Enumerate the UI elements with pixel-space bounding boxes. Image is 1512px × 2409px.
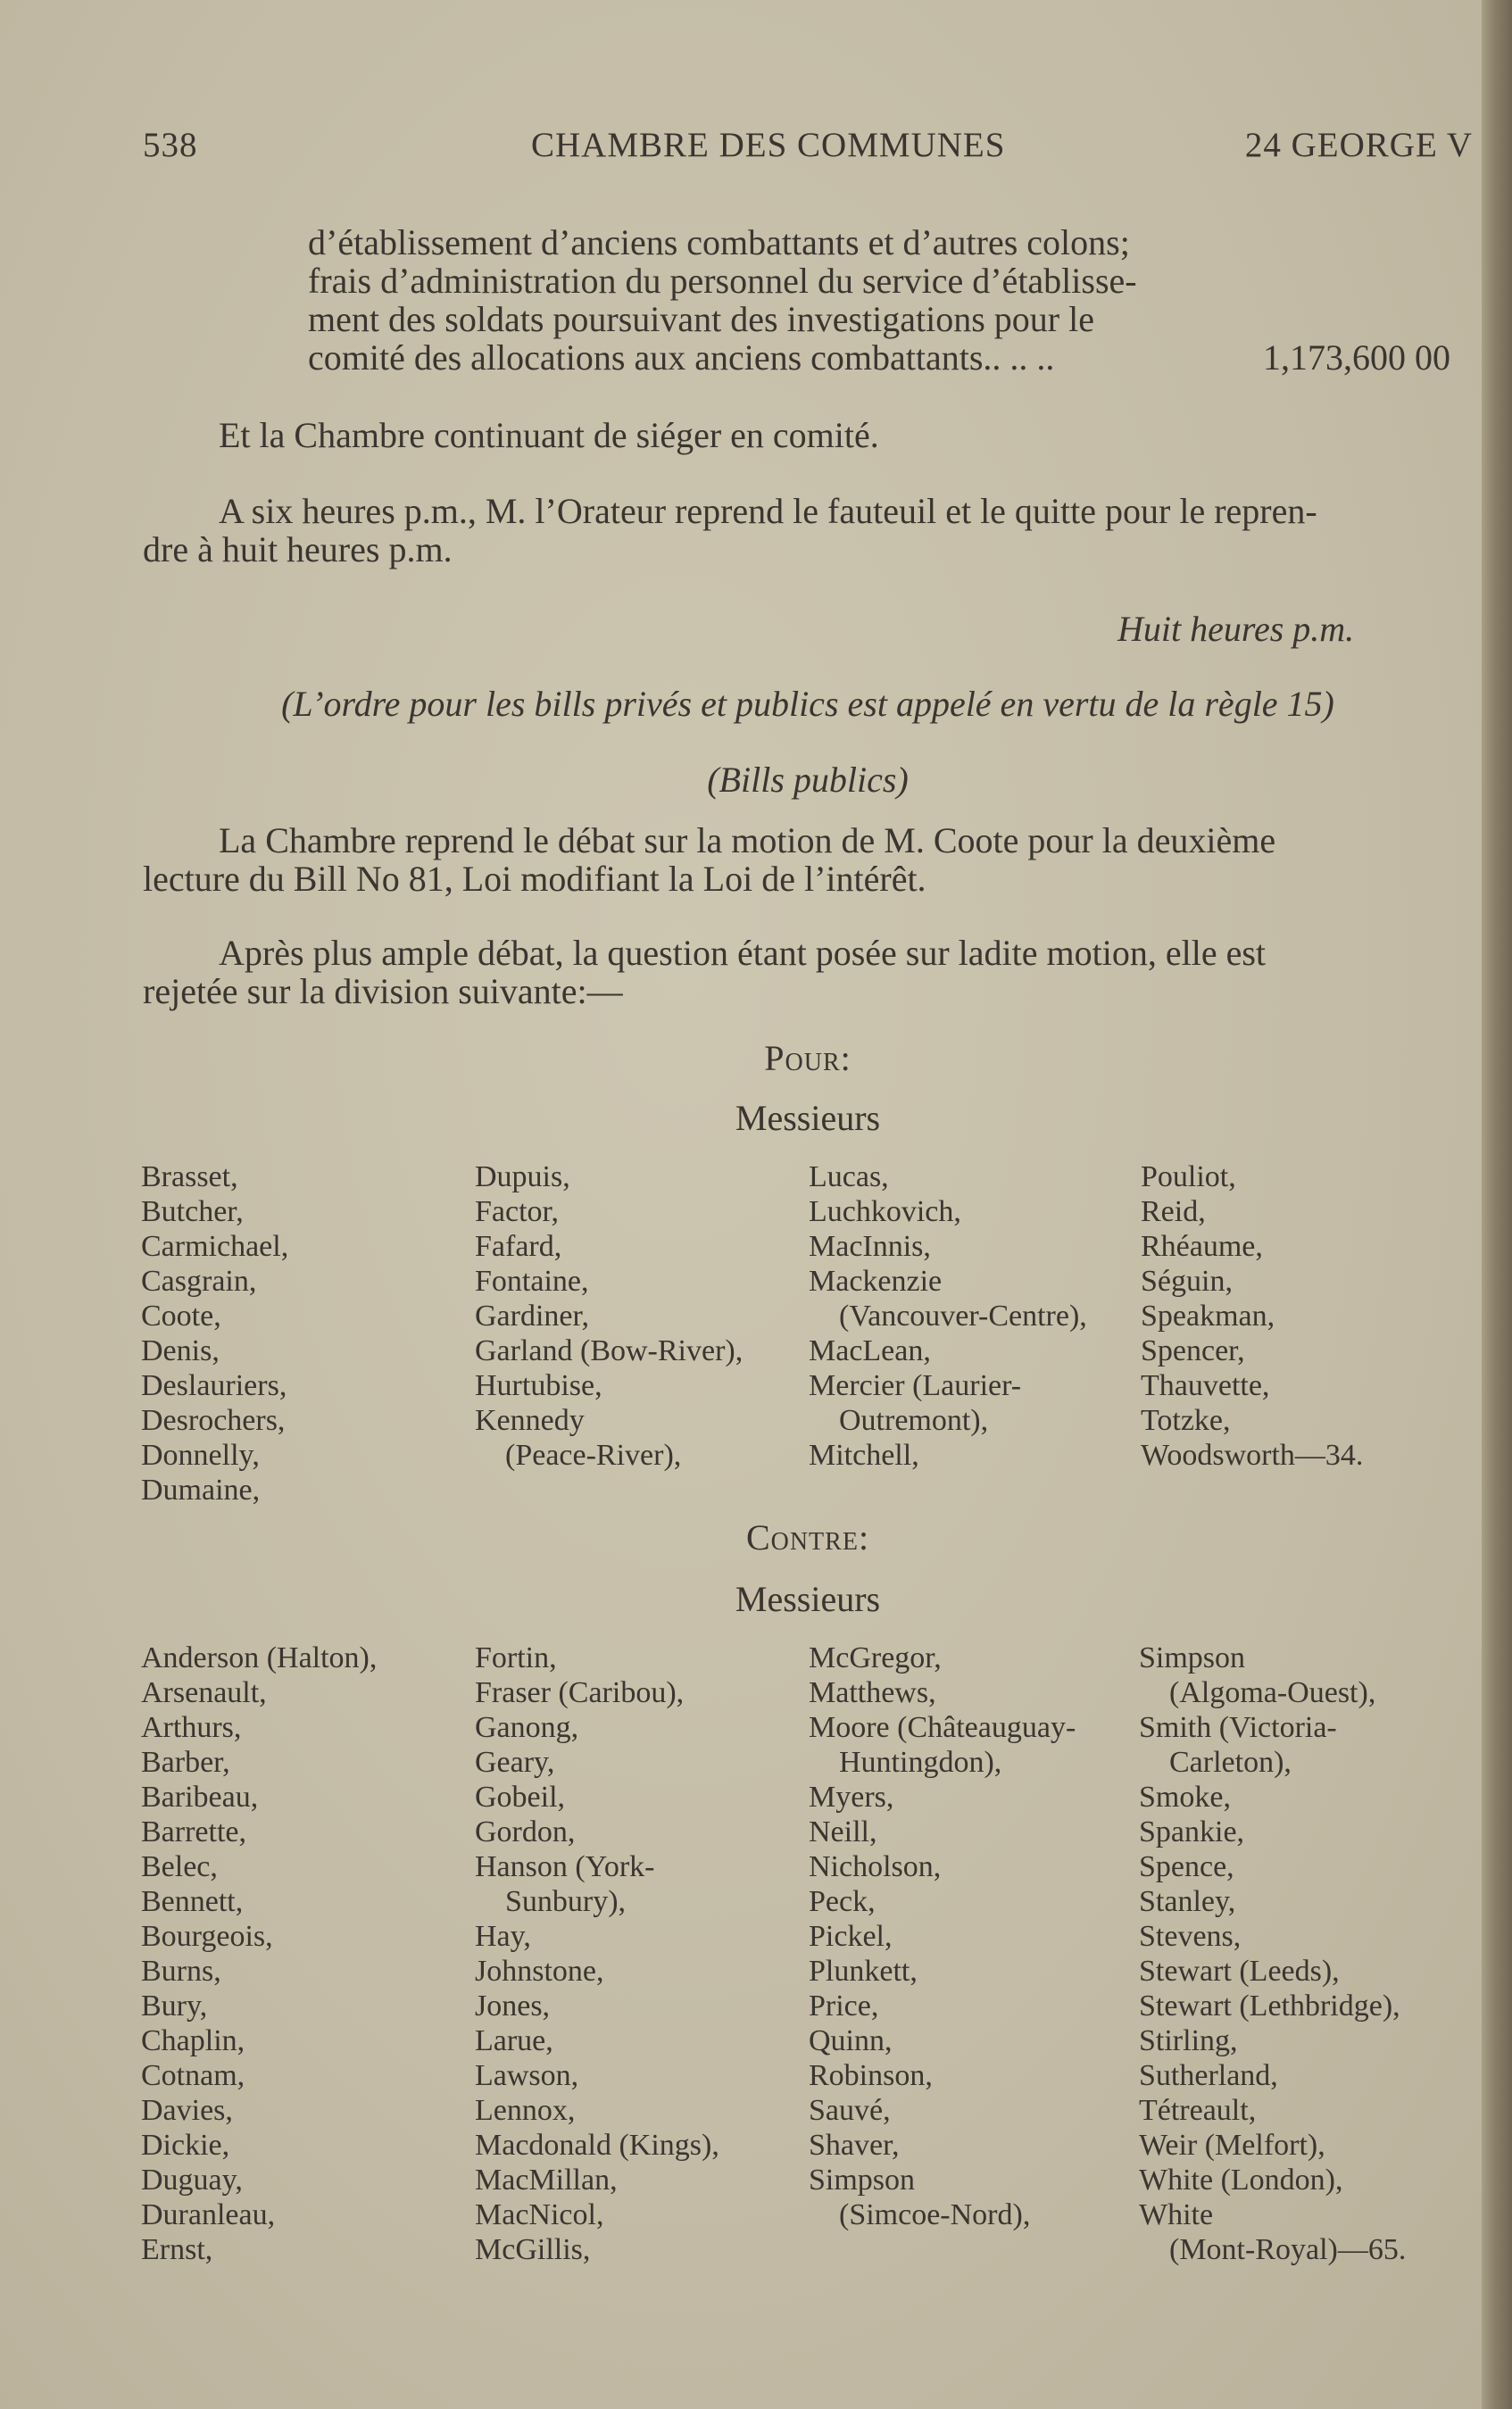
member-name: Stewart (Leeds), — [1139, 1955, 1340, 1988]
member-name: Plunkett, — [809, 1955, 918, 1988]
member-name: Myers, — [809, 1781, 894, 1814]
member-name: Simpson — [809, 2164, 916, 2197]
member-name: Casgrain, — [141, 1265, 257, 1298]
member-name: (Algoma-Ouest), — [1169, 1676, 1376, 1709]
entry-line: d’établissement d’anciens combattants et d’autres colons; — [308, 222, 1130, 262]
member-name: White (London), — [1139, 2164, 1343, 2197]
paragraph-division — [143, 934, 1473, 1010]
member-name: Simpson — [1139, 1641, 1246, 1674]
member-name: Hanson (York- — [475, 1850, 655, 1883]
member-name: White — [1139, 2198, 1214, 2231]
member-name: Hurtubise, — [475, 1369, 602, 1402]
division-line: Après plus ample débat, la question étant posée sur ladite motion, elle est — [219, 933, 1267, 973]
member-name: Butcher, — [141, 1195, 244, 1228]
member-name: Carmichael, — [141, 1230, 289, 1263]
member-name: Spence, — [1139, 1850, 1234, 1883]
member-name: Arsenault, — [141, 1676, 267, 1709]
member-name: Factor, — [475, 1195, 559, 1228]
member-name: Duranleau, — [141, 2198, 276, 2231]
recess-line: dre à huit heures p.m. — [143, 529, 453, 569]
member-name: MacInnis, — [809, 1230, 931, 1263]
entry-line: ment des soldats poursuivant des investigations pour le — [308, 299, 1094, 339]
member-name: Belec, — [141, 1850, 218, 1883]
member-name: Denis, — [141, 1334, 220, 1367]
page-number: 538 — [143, 126, 198, 164]
member-name: Bourgeois, — [141, 1920, 273, 1953]
section-heading: (Bills publics) — [707, 760, 909, 800]
member-name: McGillis, — [475, 2233, 591, 2266]
member-name: Huntingdon), — [839, 1746, 1002, 1779]
member-name: (Vancouver-Centre), — [839, 1300, 1087, 1333]
pour-column-3 — [809, 1159, 1087, 1473]
paragraph-recess — [143, 492, 1473, 569]
member-name: Fraser (Caribou), — [475, 1676, 685, 1709]
member-name: Lucas, — [809, 1160, 889, 1193]
member-name: Mercier (Laurier- — [809, 1369, 1022, 1402]
member-name: MacMillan, — [475, 2164, 618, 2197]
member-name: Cotnam, — [141, 2059, 245, 2092]
member-name: Macdonald (Kings), — [475, 2129, 719, 2162]
member-name: Robinson, — [809, 2059, 933, 2092]
member-name: Johnstone, — [475, 1955, 604, 1988]
member-name: Dumaine, — [141, 1474, 261, 1507]
member-name: Jones, — [475, 1990, 551, 2023]
estimate-entry — [308, 223, 1468, 377]
pour-column-2 — [475, 1159, 743, 1473]
member-name: Smoke, — [1139, 1781, 1231, 1814]
member-name: Speakman, — [1141, 1300, 1275, 1333]
member-name: (Simcoe-Nord), — [839, 2198, 1031, 2231]
running-header — [143, 125, 1473, 171]
member-name: Neill, — [809, 1815, 877, 1848]
entry-last-line — [308, 338, 1468, 377]
member-name: Arthurs, — [141, 1711, 242, 1744]
member-name: Lennox, — [475, 2094, 576, 2127]
member-name: Mitchell, — [809, 1439, 919, 1472]
contre-column-1 — [141, 1641, 377, 2267]
member-name: Barrette, — [141, 1815, 246, 1848]
member-name: Smith (Victoria- — [1139, 1711, 1337, 1744]
entry-line: frais d’administration du personnel du service d’établisse- — [308, 261, 1137, 301]
member-name: Pouliot, — [1141, 1160, 1236, 1193]
member-name: Stevens, — [1139, 1920, 1242, 1953]
pour-column-1 — [141, 1159, 288, 1508]
member-name: Hay, — [475, 1920, 531, 1953]
contre-subheading: Messieurs — [735, 1579, 881, 1619]
member-name: Dickie, — [141, 2129, 230, 2162]
entry-amount: 1,173,600 00 — [1263, 337, 1450, 378]
member-name: Nicholson, — [809, 1850, 942, 1883]
member-name: Bury, — [141, 1990, 208, 2023]
member-name: Barber, — [141, 1746, 230, 1779]
member-name: Stirling, — [1139, 2024, 1238, 2057]
member-name: Chaplin, — [141, 2024, 245, 2057]
member-name: Davies, — [141, 2094, 233, 2127]
book-edge — [1482, 0, 1512, 2409]
member-name: Spencer, — [1141, 1334, 1245, 1367]
member-name: Carleton), — [1169, 1746, 1292, 1779]
member-name: Price, — [809, 1990, 879, 2023]
member-name: Bennett, — [141, 1885, 244, 1918]
time-heading: Huit heures p.m. — [1117, 609, 1355, 649]
member-name: Coote, — [141, 1300, 221, 1333]
member-name: MacLean, — [809, 1334, 931, 1367]
member-name: Woodsworth—34. — [1141, 1439, 1364, 1472]
member-name: Mackenzie — [809, 1265, 943, 1298]
member-name: McGregor, — [809, 1641, 942, 1674]
member-name: Sauvé, — [809, 2094, 891, 2127]
member-name: Weir (Melfort), — [1139, 2129, 1325, 2162]
paragraph-committee: Et la Chambre continuant de siéger en comité. — [219, 415, 879, 455]
member-name: Gobeil, — [475, 1781, 566, 1814]
member-name: Thauvette, — [1141, 1369, 1270, 1402]
member-name: Ernst, — [141, 2233, 213, 2266]
member-name: Outremont), — [839, 1404, 989, 1437]
pour-column-4 — [1141, 1159, 1363, 1473]
pour-heading: Pour: — [764, 1038, 852, 1078]
member-name: Sutherland, — [1139, 2059, 1278, 2092]
member-name: Sunbury), — [505, 1885, 627, 1918]
paragraph-debate — [143, 821, 1473, 898]
member-name: Moore (Châteauguay- — [809, 1711, 1076, 1744]
order-note: (L’ordre pour les bills privés et publics est appelé en vertu de la règle 15) — [281, 684, 1334, 724]
debate-line: lecture du Bill No 81, Loi modifiant la Loi de l’intérêt. — [143, 859, 926, 899]
member-name: Baribeau, — [141, 1781, 259, 1814]
header-regnal-year: 24 GEORGE V — [1244, 126, 1473, 164]
member-name: Brasset, — [141, 1160, 238, 1193]
member-name: Fontaine, — [475, 1265, 589, 1298]
member-name: Kennedy — [475, 1404, 585, 1437]
member-name: Luchkovich, — [809, 1195, 961, 1228]
contre-column-2 — [475, 1641, 719, 2267]
member-name: Lawson, — [475, 2059, 579, 2092]
member-name: Reid, — [1141, 1195, 1206, 1228]
member-name: Stanley, — [1139, 1885, 1236, 1918]
member-name: Rhéaume, — [1141, 1230, 1263, 1263]
header-title: CHAMBRE DES COMMUNES — [531, 126, 1006, 164]
contre-column-3 — [809, 1641, 1076, 2232]
contre-column-4 — [1139, 1641, 1406, 2267]
member-name: Fortin, — [475, 1641, 557, 1674]
member-name: Duguay, — [141, 2164, 243, 2197]
member-name: Gardiner, — [475, 1300, 589, 1333]
member-name: Quinn, — [809, 2024, 893, 2057]
member-name: Matthews, — [809, 1676, 936, 1709]
member-name: Larue, — [475, 2024, 553, 2057]
member-name: Séguin, — [1141, 1265, 1233, 1298]
member-name: Deslauriers, — [141, 1369, 287, 1402]
entry-line: comité des allocations aux anciens combattants.. .. .. — [308, 337, 1055, 378]
division-line: rejetée sur la division suivante:— — [143, 971, 623, 1011]
member-name: Desrochers, — [141, 1404, 286, 1437]
member-name: Pickel, — [809, 1920, 893, 1953]
member-name: Geary, — [475, 1746, 555, 1779]
member-name: Fafard, — [475, 1230, 562, 1263]
member-name: Shaver, — [809, 2129, 900, 2162]
member-name: Dupuis, — [475, 1160, 570, 1193]
contre-heading: Contre: — [745, 1517, 870, 1558]
member-name: (Mont-Royal)—65. — [1169, 2233, 1407, 2266]
recess-line: A six heures p.m., M. l’Orateur reprend le fauteuil et le quitte pour le repren- — [219, 491, 1317, 531]
member-name: Stewart (Lethbridge), — [1139, 1990, 1400, 2023]
member-name: Peck, — [809, 1885, 876, 1918]
member-name: Burns, — [141, 1955, 221, 1988]
member-name: MacNicol, — [475, 2198, 604, 2231]
debate-line: La Chambre reprend le débat sur la motion de M. Coote pour la deuxième — [219, 820, 1276, 860]
member-name: (Peace-River), — [505, 1439, 682, 1472]
member-name: Anderson (Halton), — [141, 1641, 378, 1674]
pour-subheading: Messieurs — [735, 1098, 881, 1138]
member-name: Ganong, — [475, 1711, 579, 1744]
member-name: Totzke, — [1141, 1404, 1231, 1437]
member-name: Spankie, — [1139, 1815, 1245, 1848]
member-name: Tétreault, — [1139, 2094, 1257, 2127]
member-name: Donnelly, — [141, 1439, 260, 1472]
member-name: Garland (Bow-River), — [475, 1334, 744, 1367]
member-name: Gordon, — [475, 1815, 576, 1848]
